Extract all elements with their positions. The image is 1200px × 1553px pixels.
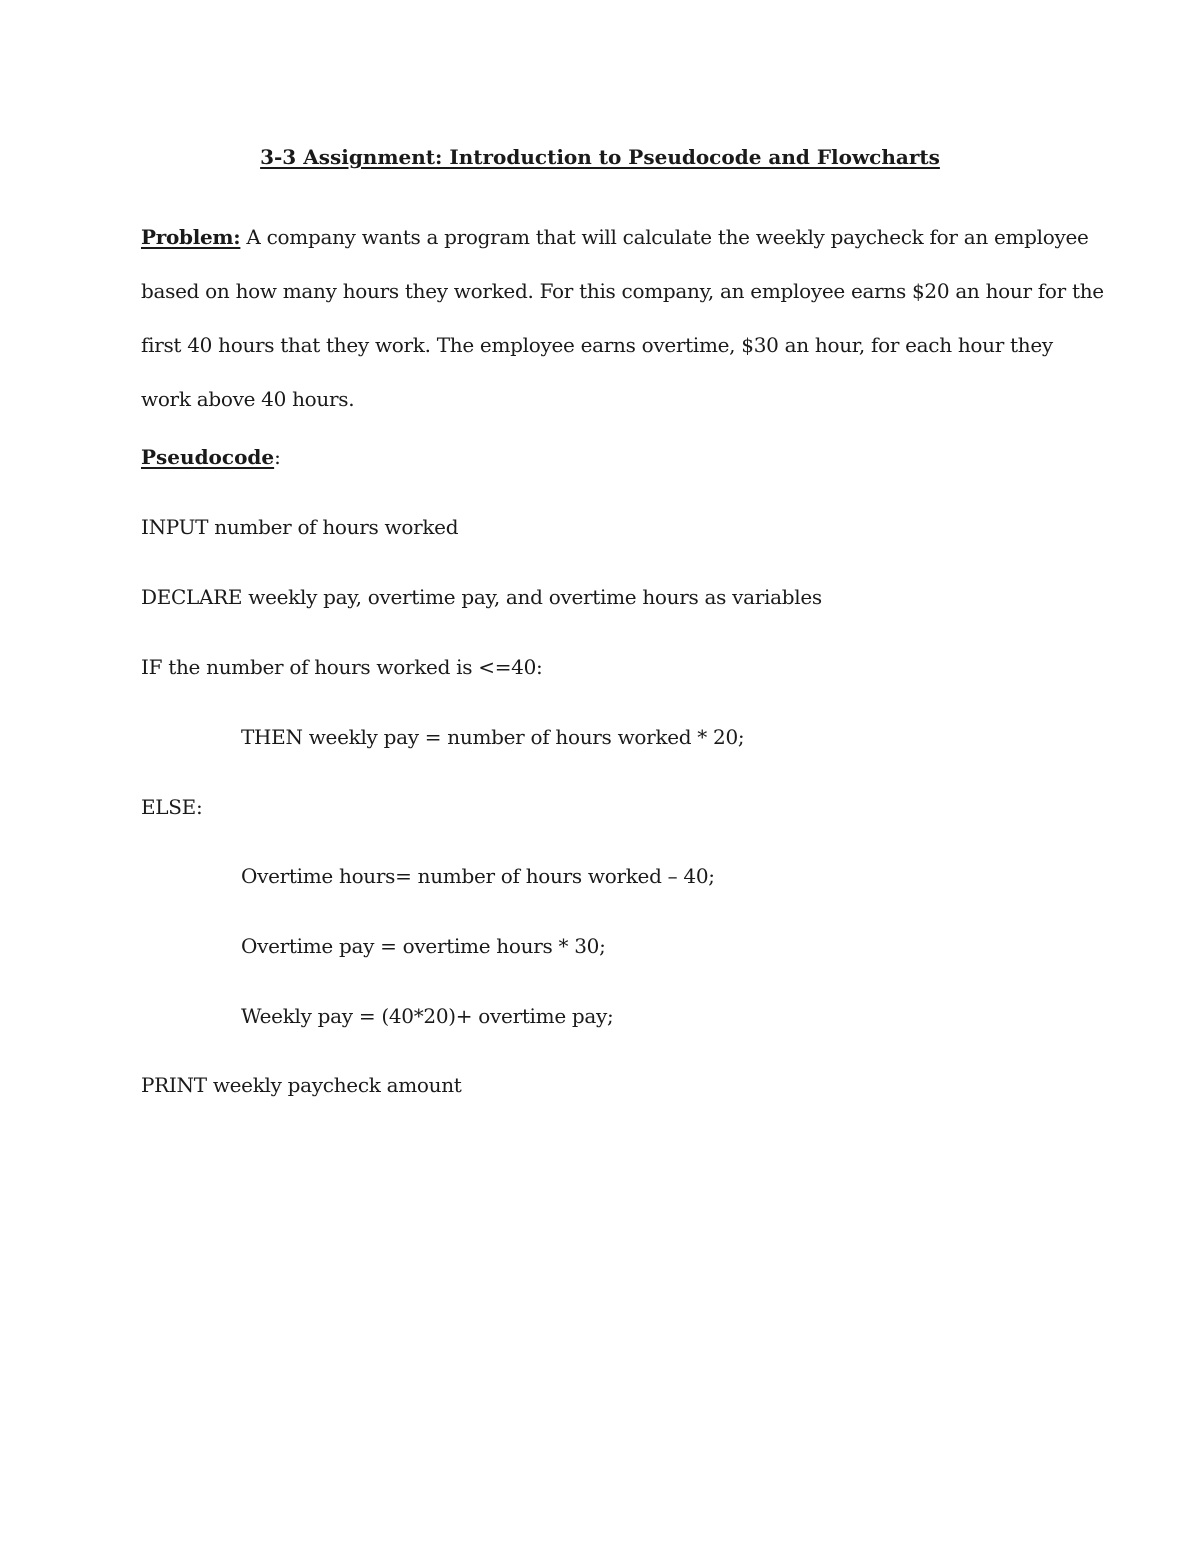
problem-line	[141, 210, 1089, 264]
pseudocode-line-input: INPUT number of hours worked	[141, 515, 459, 539]
problem-line: first 40 hours that they work. The employee earns overtime, $30 an hour, for each hour they	[141, 333, 1053, 357]
problem-line: based on how many hours they worked. For this company, an employee earns $20 an hour for the	[141, 279, 1104, 303]
problem-label: Problem:	[141, 225, 241, 249]
pseudocode-line-else: ELSE:	[141, 795, 203, 819]
document-title: 3-3 Assignment: Introduction to Pseudocode and Flowcharts	[260, 145, 940, 169]
pseudocode-line-print: PRINT weekly paycheck amount	[141, 1073, 462, 1097]
pseudocode-line-then: THEN weekly pay = number of hours worked * 20;	[241, 725, 745, 749]
pseudocode-heading	[141, 443, 281, 471]
problem-text: A company wants a program that will calculate the weekly paycheck for an employee	[240, 225, 1089, 249]
problem-paragraph	[141, 210, 1104, 426]
pseudocode-line-overtime-pay: Overtime pay = overtime hours * 30;	[241, 934, 606, 958]
pseudocode-line-if: IF the number of hours worked is <=40:	[141, 655, 543, 679]
problem-line: work above 40 hours.	[141, 387, 355, 411]
pseudocode-label: Pseudocode	[141, 445, 275, 469]
pseudocode-colon: :	[274, 445, 281, 469]
pseudocode-line-weekly-pay: Weekly pay = (40*20)+ overtime pay;	[241, 1004, 614, 1028]
pseudocode-line-overtime-hours: Overtime hours= number of hours worked – 40;	[241, 864, 715, 888]
pseudocode-line-declare: DECLARE weekly pay, overtime pay, and overtime hours as variables	[141, 585, 822, 609]
